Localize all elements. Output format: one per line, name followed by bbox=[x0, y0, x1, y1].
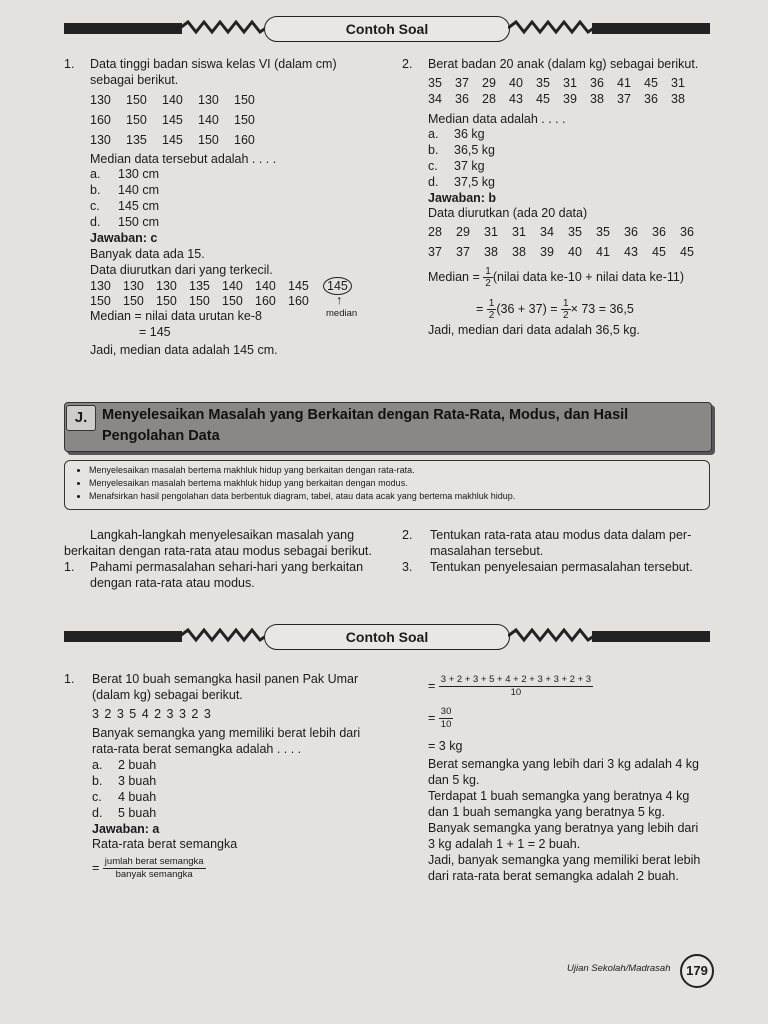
option-c: c. 145 cm bbox=[90, 199, 159, 213]
explanation: dan 1 buah semangka yang beratnya 5 kg. bbox=[428, 805, 665, 819]
question-stem: Berat badan 20 anak (dalam kg) sebagai berikut. bbox=[428, 57, 699, 71]
data-row: 3 2 3 5 4 2 3 3 2 3 bbox=[92, 707, 212, 721]
question-prompt: rata-rata berat semangka adalah . . . . bbox=[92, 742, 302, 756]
data-row: 35 37 29 40 35 31 36 41 45 31 bbox=[428, 76, 685, 90]
section-letter: J. bbox=[66, 405, 96, 431]
question-prompt: Median data adalah . . . . bbox=[428, 112, 566, 126]
option-d: d. 5 buah bbox=[92, 806, 157, 820]
sorted-row: 28 29 31 31 34 35 35 36 36 36 bbox=[428, 225, 694, 239]
explanation: Terdapat 1 buah semangka yang beratnya 4 kg bbox=[428, 789, 690, 803]
answer-label: Jawaban: b bbox=[428, 191, 497, 205]
question-stem: sebagai berikut. bbox=[90, 73, 179, 87]
contoh-soal-title: Contoh Soal bbox=[264, 16, 510, 42]
explanation: Banyak semangka yang beratnya yang lebih dari bbox=[428, 821, 699, 835]
learning-goals-box bbox=[64, 460, 710, 510]
median-formula: Median = $\frac{1}{2}$ (nilai data ke-10 + nilai data ke-11) bbox=[428, 266, 685, 289]
sorted-row: 37 37 38 38 39 40 41 43 45 45 bbox=[428, 245, 694, 259]
sum-formula: = $\frac{3 + 2 + 3 + 5 + 4 + 2 + 3 + 3 + 2 + 3}{10}$ bbox=[428, 674, 592, 698]
step-text: dengan rata-rata atau modus. bbox=[90, 576, 255, 590]
contoh-soal-header-2 bbox=[64, 624, 710, 650]
mean-label: Rata-rata berat semangka bbox=[92, 837, 238, 851]
explanation: dari rata-rata berat semangka adalah 2 buah. bbox=[428, 869, 679, 883]
conclusion: Jadi, median data adalah 145 cm. bbox=[90, 343, 278, 357]
contoh-soal-header-1 bbox=[64, 16, 710, 42]
section-title: Menyelesaikan Masalah yang Berkaitan dengan Rata-Rata, Modus, dan Hasil Pengolahan Data bbox=[102, 407, 629, 444]
fraction-result: = $\frac{30}{10}$ bbox=[428, 706, 452, 730]
median-label: median bbox=[326, 308, 358, 319]
option-b: b. 3 buah bbox=[92, 774, 157, 788]
step-number: 1. bbox=[64, 560, 75, 574]
question-stem: Berat 10 buah semangka hasil panen Pak Umar bbox=[92, 672, 359, 686]
explanation: Data diurutkan (ada 20 data) bbox=[428, 206, 588, 220]
answer-label: Jawaban: c bbox=[90, 231, 158, 245]
zigzag-decoration-icon bbox=[180, 18, 266, 38]
option-a: a. 130 cm bbox=[90, 167, 159, 181]
median-formula: Median = nilai data urutan ke-8 bbox=[90, 309, 262, 323]
question-number: 2. bbox=[402, 57, 413, 71]
option-d: d. 150 cm bbox=[90, 215, 159, 229]
zigzag-decoration-icon bbox=[508, 18, 594, 38]
explanation: Banyak data ada 15. bbox=[90, 247, 205, 261]
option-b: b. 36,5 kg bbox=[428, 143, 496, 157]
goal-item: • Menyelesaikan masalah bertema makhluk hidup yang berkaitan dengan rata-rata. bbox=[89, 464, 709, 477]
option-a: a. 2 buah bbox=[92, 758, 157, 772]
sorted-row: 150 150 150 150 150 160 160 bbox=[90, 294, 309, 308]
step-number: 3. bbox=[402, 560, 413, 574]
step-number: 2. bbox=[402, 528, 413, 542]
option-a: a. 36 kg bbox=[428, 127, 485, 141]
sorted-row: 130 130 130 135 140 140 145 145 bbox=[90, 277, 352, 295]
answer-label: Jawaban: a bbox=[92, 822, 160, 836]
zigzag-decoration-icon bbox=[180, 626, 266, 646]
step-text: Tentukan penyelesaian permasalahan tersebut. bbox=[430, 560, 693, 574]
goal-item: • Menafsirkan hasil pengolahan data berbentuk diagram, tabel, atau data acak yang bertema makhluk hidup. bbox=[89, 490, 709, 503]
option-c: c. 4 buah bbox=[92, 790, 157, 804]
page-number: 179 bbox=[680, 954, 714, 988]
explanation: dan 5 kg. bbox=[428, 773, 480, 787]
question-stem: (dalam kg) sebagai berikut. bbox=[92, 688, 243, 702]
question-prompt: Banyak semangka yang memiliki berat lebih dari bbox=[92, 726, 361, 740]
option-b: b. 140 cm bbox=[90, 183, 159, 197]
explanation: Data diurutkan dari yang terkecil. bbox=[90, 263, 273, 277]
question-number: 1. bbox=[64, 672, 75, 686]
data-row: 130 135 145 150 160 bbox=[90, 133, 255, 147]
intro-text: Langkah-langkah menyelesaikan masalah yang bbox=[90, 528, 355, 542]
step-text: Tentukan rata-rata atau modus data dalam per- bbox=[430, 528, 692, 542]
step-text: masalahan tersebut. bbox=[430, 544, 544, 558]
option-d: d. 37,5 kg bbox=[428, 175, 496, 189]
data-row: 130 150 140 130 150 bbox=[90, 93, 255, 107]
explanation: Berat semangka yang lebih dari 3 kg adalah 4 kg bbox=[428, 757, 700, 771]
mean-formula: = $\frac{\text{jumlah berat semangka}}{\text{banyak semangka}}$ bbox=[92, 856, 204, 880]
footer-text: Ujian Sekolah/Madrasah bbox=[567, 963, 671, 974]
data-row: 160 150 145 140 150 bbox=[90, 113, 255, 127]
conclusion: Jadi, median dari data adalah 36,5 kg. bbox=[428, 323, 640, 337]
circled-median-value: 145 bbox=[323, 277, 352, 295]
question-prompt: Median data tersebut adalah . . . . bbox=[90, 152, 277, 166]
median-value: = 145 bbox=[139, 325, 171, 339]
explanation: Jadi, banyak semangka yang memiliki berat lebih bbox=[428, 853, 701, 867]
goal-item: • Menyelesaikan masalah bertema makhluk hidup yang berkaitan dengan modus. bbox=[89, 477, 709, 490]
intro-text: berkaitan dengan rata-rata atau modus sebagai berikut. bbox=[64, 544, 372, 558]
contoh-soal-title: Contoh Soal bbox=[264, 624, 510, 650]
data-row: 34 36 28 43 45 39 38 37 36 38 bbox=[428, 92, 685, 106]
question-stem: Data tinggi badan siswa kelas VI (dalam cm) bbox=[90, 57, 337, 71]
median-calculation: = $\frac{1}{2}$ (36 + 37) = $\frac{1}{2}$ × 73 = 36,5 bbox=[476, 298, 634, 321]
arrow-up-icon: ↑ bbox=[336, 293, 343, 307]
explanation: 3 kg adalah 1 + 1 = 2 buah. bbox=[428, 837, 581, 851]
mean-result: = 3 kg bbox=[428, 739, 463, 753]
option-c: c. 37 kg bbox=[428, 159, 485, 173]
question-number: 1. bbox=[64, 57, 75, 71]
step-text: Pahami permasalahan sehari-hari yang berkaitan bbox=[90, 560, 364, 574]
zigzag-decoration-icon bbox=[508, 626, 594, 646]
